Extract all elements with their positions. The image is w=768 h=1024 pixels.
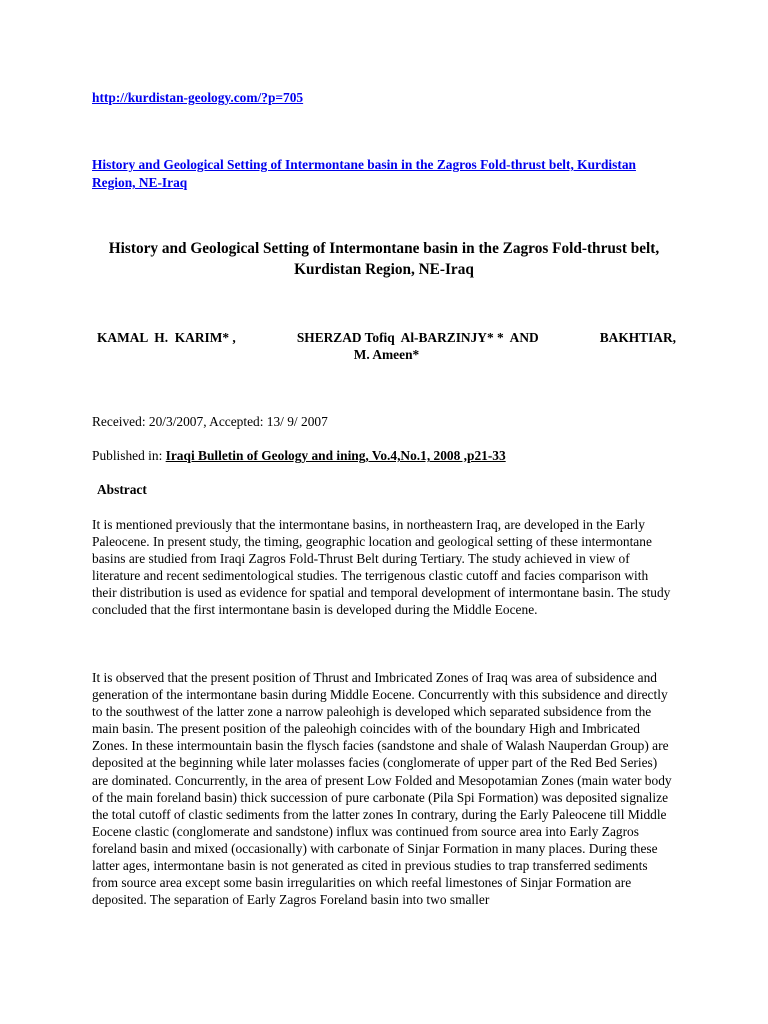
journal-reference: Iraqi Bulletin of Geology and ining, Vo.4,No.1, 2008 ,p21-33 bbox=[165, 448, 506, 463]
received-date: Received: 20/3/2007, Accepted: 13/ 9/ 2007 bbox=[92, 414, 328, 429]
abstract-paragraph: It is mentioned previously that the intermontane basins, in northeastern Iraq, are developed in the Early Paleocene. In present study, the timing, geographic location and geological setting of these intermontane basins are studied from Iraqi Zagros Fold-Thrust Belt during Tertiary. The study achieved in view of literature and recent sedimentological studies. The terrigenous clastic cutoff and facies comparison with their distribution is used as evidence for spatial and temporal development of intermontane basin. The study concluded that the first intermontane basin is developed during the Middle Eocene. bbox=[92, 517, 671, 618]
authors-block bbox=[97, 329, 676, 363]
abstract-paragraph: It is observed that the present position of Thrust and Imbricated Zones of Iraq was area of subsidence and generation of the intermontane basin during Middle Eocene. Concurrently with this subsidence and directly to the southwest of the latter zone a narrow paleohigh is developed which separated subsidence from the main basin. The present position of the paleohigh coincides with of the boundary High and Imbricated Zones. In these intermountain basin the flysch facies (sandstone and shale of Walash Nauperdan Group) are deposited at the beginning while later molasses facies (conglomerate of upper part of the Red Bed Series) are dominated. Concurrently, in the area of present Low Folded and Mesopotamian Zones (main water body of the main foreland basin) thick succession of pure carbonate (Pila Spi Formation) was deposited signalize the total cutoff of clastic sediments from the latter zones In contrary, during the Early Paleocene till Middle Eocene clastic (conglomerate and sandstone) influx was continued from source area into Early Zagros foreland basin and mixed (occasionally) with carbonate of Sinjar Formation in many places. During these latter ages, intermontane basin is not generated as cited in previous studies to trap transferred sediments from source area except some basin irregularities on which reefal limestones of Sinjar Formation are deposited. The separation of Early Zagros Foreland basin into two smaller bbox=[92, 670, 672, 908]
article-title-link-line bbox=[92, 156, 676, 192]
abstract-heading: Abstract bbox=[97, 482, 147, 497]
article-title-link[interactable]: History and Geological Setting of Intermontane basin in the Zagros Fold-thrust belt, Kurdistan Region, NE-Iraq bbox=[92, 157, 636, 190]
source-url-line bbox=[92, 89, 303, 107]
source-url-link[interactable]: http://kurdistan-geology.com/?p=705 bbox=[92, 90, 304, 105]
author-barzinjy: SHERZAD Tofiq Al-BARZINJY* * AND bbox=[296, 330, 539, 345]
document-title: History and Geological Setting of Intermontane basin in the Zagros Fold-thrust belt, Kurdistan Region, NE-Iraq bbox=[108, 240, 660, 278]
published-label: Published in: bbox=[92, 448, 166, 463]
author-bakhtiar: BAKHTIAR, bbox=[599, 330, 676, 345]
author-karim: KAMAL H. KARIM* , bbox=[97, 330, 236, 345]
authors-row bbox=[97, 329, 676, 346]
publication-info bbox=[92, 447, 506, 464]
author-ameen: M. Ameen* bbox=[353, 347, 420, 362]
